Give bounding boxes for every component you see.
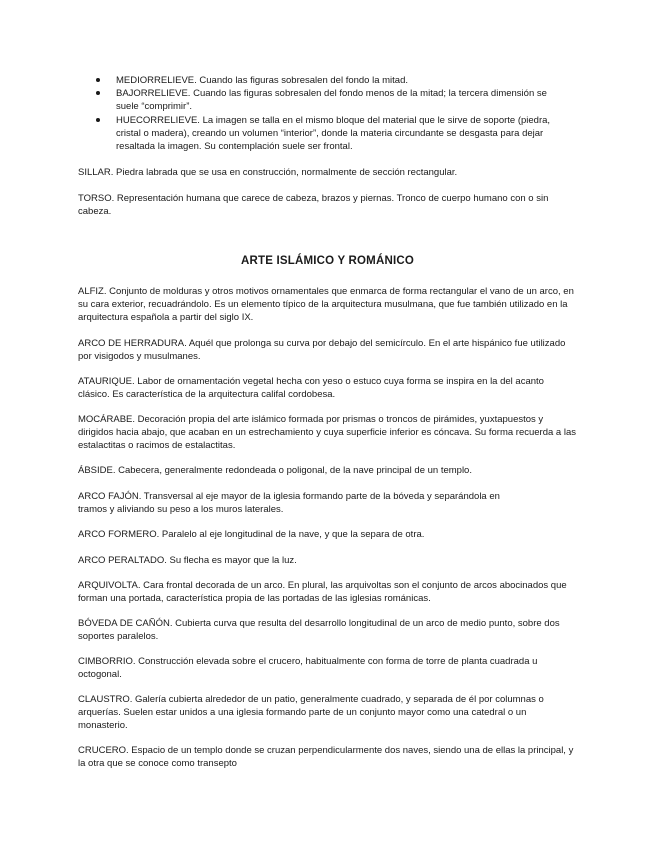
list-item [96,74,566,87]
glossary-entry-ataurique: ATAURIQUE. Labor de ornamentación vegetal hecha con yeso o estuco cuya forma se inspira en la del acanto clásico. Es característica de la arquitectura califal cordobesa. [78,376,544,401]
section-heading: ARTE ISLÁMICO Y ROMÁNICO [240,255,415,267]
list-item-text: HUECORRELIEVE. La imagen se talla en el mismo bloque del material que le sirve de soporte (piedra, cristal o madera), creando un volumen “interior”, donde la materia circundante se desgasta para dejar resaltada la imagen. Su contemplación suele ser frontal. [116,114,551,153]
glossary-entry-abside: ÁBSIDE. Cabecera, generalmente redondeada o poligonal, de la nave principal de un templo. [78,465,472,476]
list-item-text: BAJORRELIEVE. Cuando las figuras sobresalen del fondo menos de la mitad; la tercera dimensión se suele “comprimir”. [116,88,547,113]
bullet-icon [96,78,100,82]
relief-types-list [96,74,566,153]
glossary-entry-boveda-de-canon: BÓVEDA DE CAÑÓN. Cubierta curva que resulta del desarrollo longitudinal de un arco de medio punto, sobre dos soportes paralelos. [78,618,560,643]
glossary-entry-claustro: CLAUSTRO. Galería cubierta alrededor de un patio, generalmente cuadrado, y separada de él por columnas o arquerías. Suelen estar unidos a una iglesia formando parte de un conjunto mayor como una catedral o un monasterio. [78,694,544,732]
bullet-icon [96,91,100,95]
list-item [96,114,566,154]
glossary-entry-crucero: CRUCERO. Espacio de un templo donde se cruzan perpendicularmente dos naves, siendo una de ellas la principal, y la otra que se conoce como transepto [78,745,574,770]
glossary-entry-alfiz: ALFIZ. Conjunto de molduras y otros motivos ornamentales que enmarca de forma rectangular el vano de un arco, en su cara exterior, recuadrándolo. Es un elemento típico de la arquitectura musulmana, que fue también utilizado en la arquitectura española a partir del siglo IX. [78,286,574,324]
glossary-entry-arco-fajon: ARCO FAJÓN. Transversal al eje mayor de la iglesia formando parte de la bóveda y separándola en tramos y aliviando su peso a los muros laterales. [78,491,500,516]
list-item-text: MEDIORRELIEVE. Cuando las figuras sobresalen del fondo la mitad. [116,75,409,86]
bullet-icon [96,118,100,122]
glossary-entry-sillar: SILLAR. Piedra labrada que se usa en construcción, normalmente de sección rectangular. [78,167,458,178]
glossary-entry-arco-peraltado: ARCO PERALTADO. Su flecha es mayor que la luz. [78,555,297,566]
glossary-entry-arco-formero: ARCO FORMERO. Paralelo al eje longitudinal de la nave, y que la separa de otra. [78,529,425,540]
list-item [96,87,566,113]
glossary-entry-mocarabe: MOCÁRABE. Decoración propia del arte islámico formada por prismas o troncos de pirámides, yuxtapuestos y dirigidos hacia abajo, que acaban en un estrechamiento y cuya superficie inferior es cóncava. Su forma recuerda a las estalactitas o racimos de estalactitas. [78,414,576,452]
glossary-entry-arco-de-herradura: ARCO DE HERRADURA. Aquél que prolonga su curva por debajo del semicírculo. En el arte hispánico fue utilizado por visigodos y musulmanes. [78,338,566,363]
glossary-entry-cimborrio: CIMBORRIO. Construcción elevada sobre el crucero, habitualmente con forma de torre de planta cuadrada u octogonal. [78,656,538,681]
glossary-entry-arquivolta: ARQUIVOLTA. Cara frontal decorada de un arco. En plural, las arquivoltas son el conjunto de arcos abocinados que forman una portada, característica propia de las portadas de las iglesias románicas. [78,580,567,605]
glossary-entry-torso: TORSO. Representación humana que carece de cabeza, brazos y piernas. Tronco de cuerpo humano con o sin cabeza. [78,193,549,218]
